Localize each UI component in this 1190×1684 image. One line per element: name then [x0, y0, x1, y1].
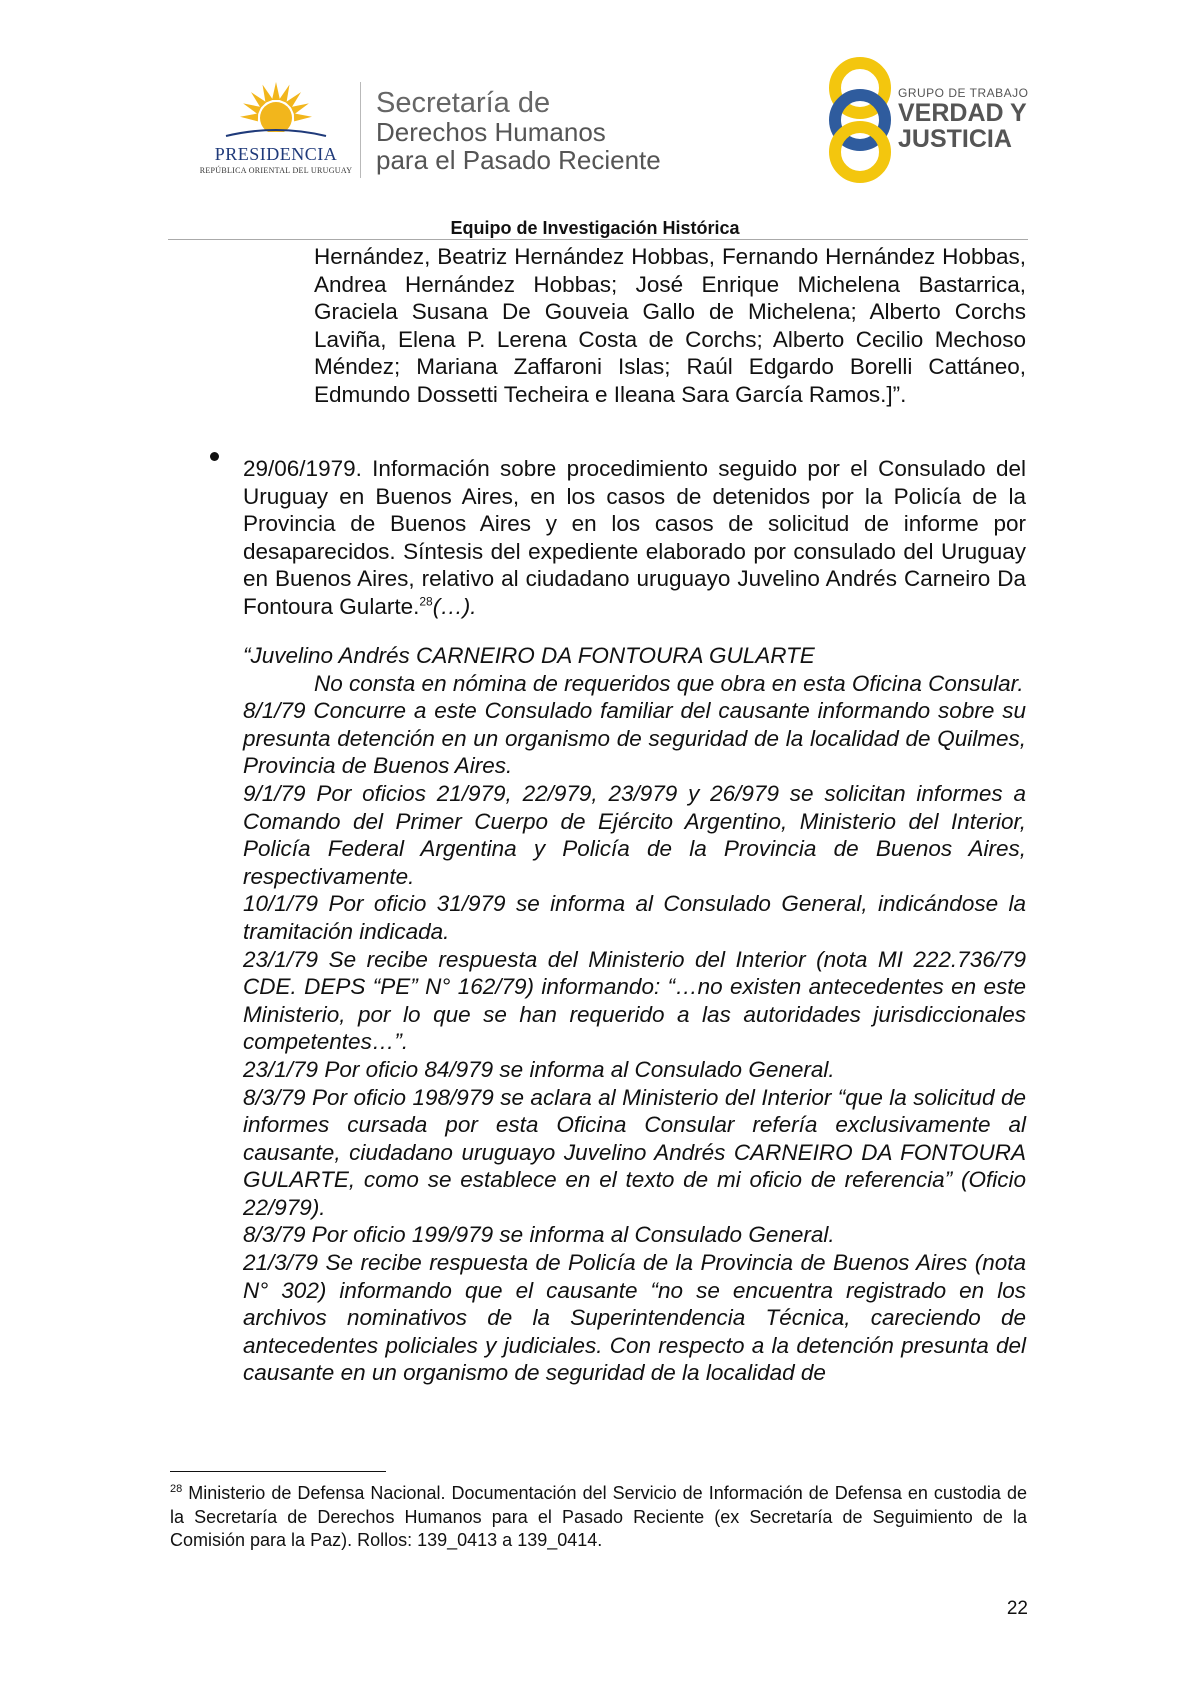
bullet-tail: (…).: [432, 593, 477, 619]
bullet-paragraph: [243, 455, 1026, 621]
grupo-line-1: GRUPO DE TRABAJO: [898, 86, 1029, 100]
quote-line: No consta en nómina de requeridos que obra en esta Oficina Consular.: [314, 670, 1024, 696]
continuation-text: Hernández, Beatriz Hernández Hobbas, Fernando Hernández Hobbas, Andrea Hernández Hobbas; José Enrique Michelena Bastarrica, Graciela Susana De Gouveia Gallo de Michelena; Alberto Corchs Laviña, Elena P. Lerena Costa de Corchs; Alberto Cecilio Mechoso Méndez; Mariana Zaffaroni Islas; Raúl Edgardo Borelli Cattáneo, Edmundo Dossetti Techeira e Ileana Sara García Ramos.]”.: [314, 244, 1026, 407]
quote-entry: 23/1/79 Por oficio 84/979 se informa al Consulado General.: [243, 1056, 835, 1082]
presidencia-logo: [196, 78, 356, 178]
grupo-trabajo-wordmark: [898, 86, 1028, 152]
footnote-ref[interactable]: 28: [419, 594, 433, 609]
bullet-text: 29/06/1979. Información sobre procedimiento seguido por el Consulado del Uruguay en Buenos Aires, en los casos de detenidos por la Policía de la Provincia de Buenos Aires y en los casos de solicitud de informe por desaparecidos. Síntesis del expediente elaborado por consulado del Uruguay en Buenos Aires, relativo al ciudadano uruguayo Juvelino Andrés Carneiro Da Fontoura Gularte.: [243, 456, 1026, 619]
quote-entry: 9/1/79 Por oficios 21/979, 22/979, 23/979 y 26/979 se solicitan informes a Comando del Primer Cuerpo de Ejército Argentino, Ministerio del Interior, Policía Federal Argentina y Policía de la Provincia de Buenos Aires, respectivamente.: [243, 780, 1026, 889]
header-rule: [168, 239, 1028, 240]
page-number: 22: [1006, 1598, 1028, 1619]
quote-entry: 21/3/79 Se recibe respuesta de Policía de la Provincia de Buenos Aires (nota N° 302) informando que el causante “no se encuentra registrado en los archivos nominativos de la Superintendencia Técnica, careciendo de antecedentes policiales y judiciales. Con respecto a la detención presunta del causante en un organismo de seguridad de la localidad de: [243, 1250, 1026, 1386]
presidencia-subtitle: REPÚBLICA ORIENTAL DEL URUGUAY: [199, 166, 353, 175]
secretaria-line-2: Derechos Humanos: [376, 117, 606, 147]
quote-entry: 8/3/79 Por oficio 198/979 se aclara al Ministerio del Interior “que la solicitud de informes cursada por esta Oficina Consular refería exclusivamente al causante, ciudadano uruguayo Juvelino Andrés CARNEIRO DA FONTOURA GULARTE, como se establece en el texto de mi oficio de referencia” (Oficio 22/979).: [243, 1084, 1026, 1220]
continuation-paragraph: [314, 243, 1026, 409]
quote-entry: 8/1/79 Concurre a este Consulado familiar del causante informando sobre su presunta detención en un organismo de seguridad de la localidad de Quilmes, Provincia de Buenos Aires.: [243, 698, 1026, 779]
quote-entry: 8/3/79 Por oficio 199/979 se informa al Consulado General.: [243, 1222, 835, 1248]
secretaria-line-1: Secretaría de: [376, 87, 551, 119]
bullet-icon: [210, 452, 219, 461]
footnote-rule: [170, 1471, 386, 1472]
grupo-line-2: VERDAD Y: [898, 99, 1027, 127]
footnote-number: 28: [170, 1483, 183, 1495]
grupo-line-3: JUSTICIA: [898, 125, 1012, 153]
secretaria-title: [376, 88, 661, 174]
page-header: [0, 0, 1190, 240]
secretaria-line-3: para el Pasado Reciente: [376, 145, 661, 175]
footnote: [170, 1482, 1027, 1553]
presidencia-wordmark: PRESIDENCIA: [214, 144, 338, 164]
footnote-text: Ministerio de Defensa Nacional. Documentación del Servicio de Información de Defensa en custodia de la Secretaría de Derechos Humanos para el Pasado Reciente (ex Secretaría de Seguimiento de la Comisión para la Paz). Rollos: 139_0413 a 139_0414.: [170, 1483, 1027, 1550]
quote-block: [243, 642, 1026, 1387]
team-heading: Equipo de Investigación Histórica: [450, 218, 740, 238]
quote-entry: 23/1/79 Se recibe respuesta del Ministerio del Interior (nota MI 222.736/79 CDE. DEPS “PE” N° 162/79) informando: “…no existen antecedentes en este Ministerio, por lo que se han requerido a las autoridades jurisdiccionales competentes…”.: [243, 946, 1026, 1055]
sun-icon: [196, 78, 356, 148]
header-divider: [360, 82, 361, 178]
quote-entry: 10/1/79 Por oficio 31/979 se informa al Consulado General, indicándose la tramitación indicada.: [243, 891, 1026, 944]
quote-heading: “Juvelino Andrés CARNEIRO DA FONTOURA GULARTE: [243, 643, 815, 668]
